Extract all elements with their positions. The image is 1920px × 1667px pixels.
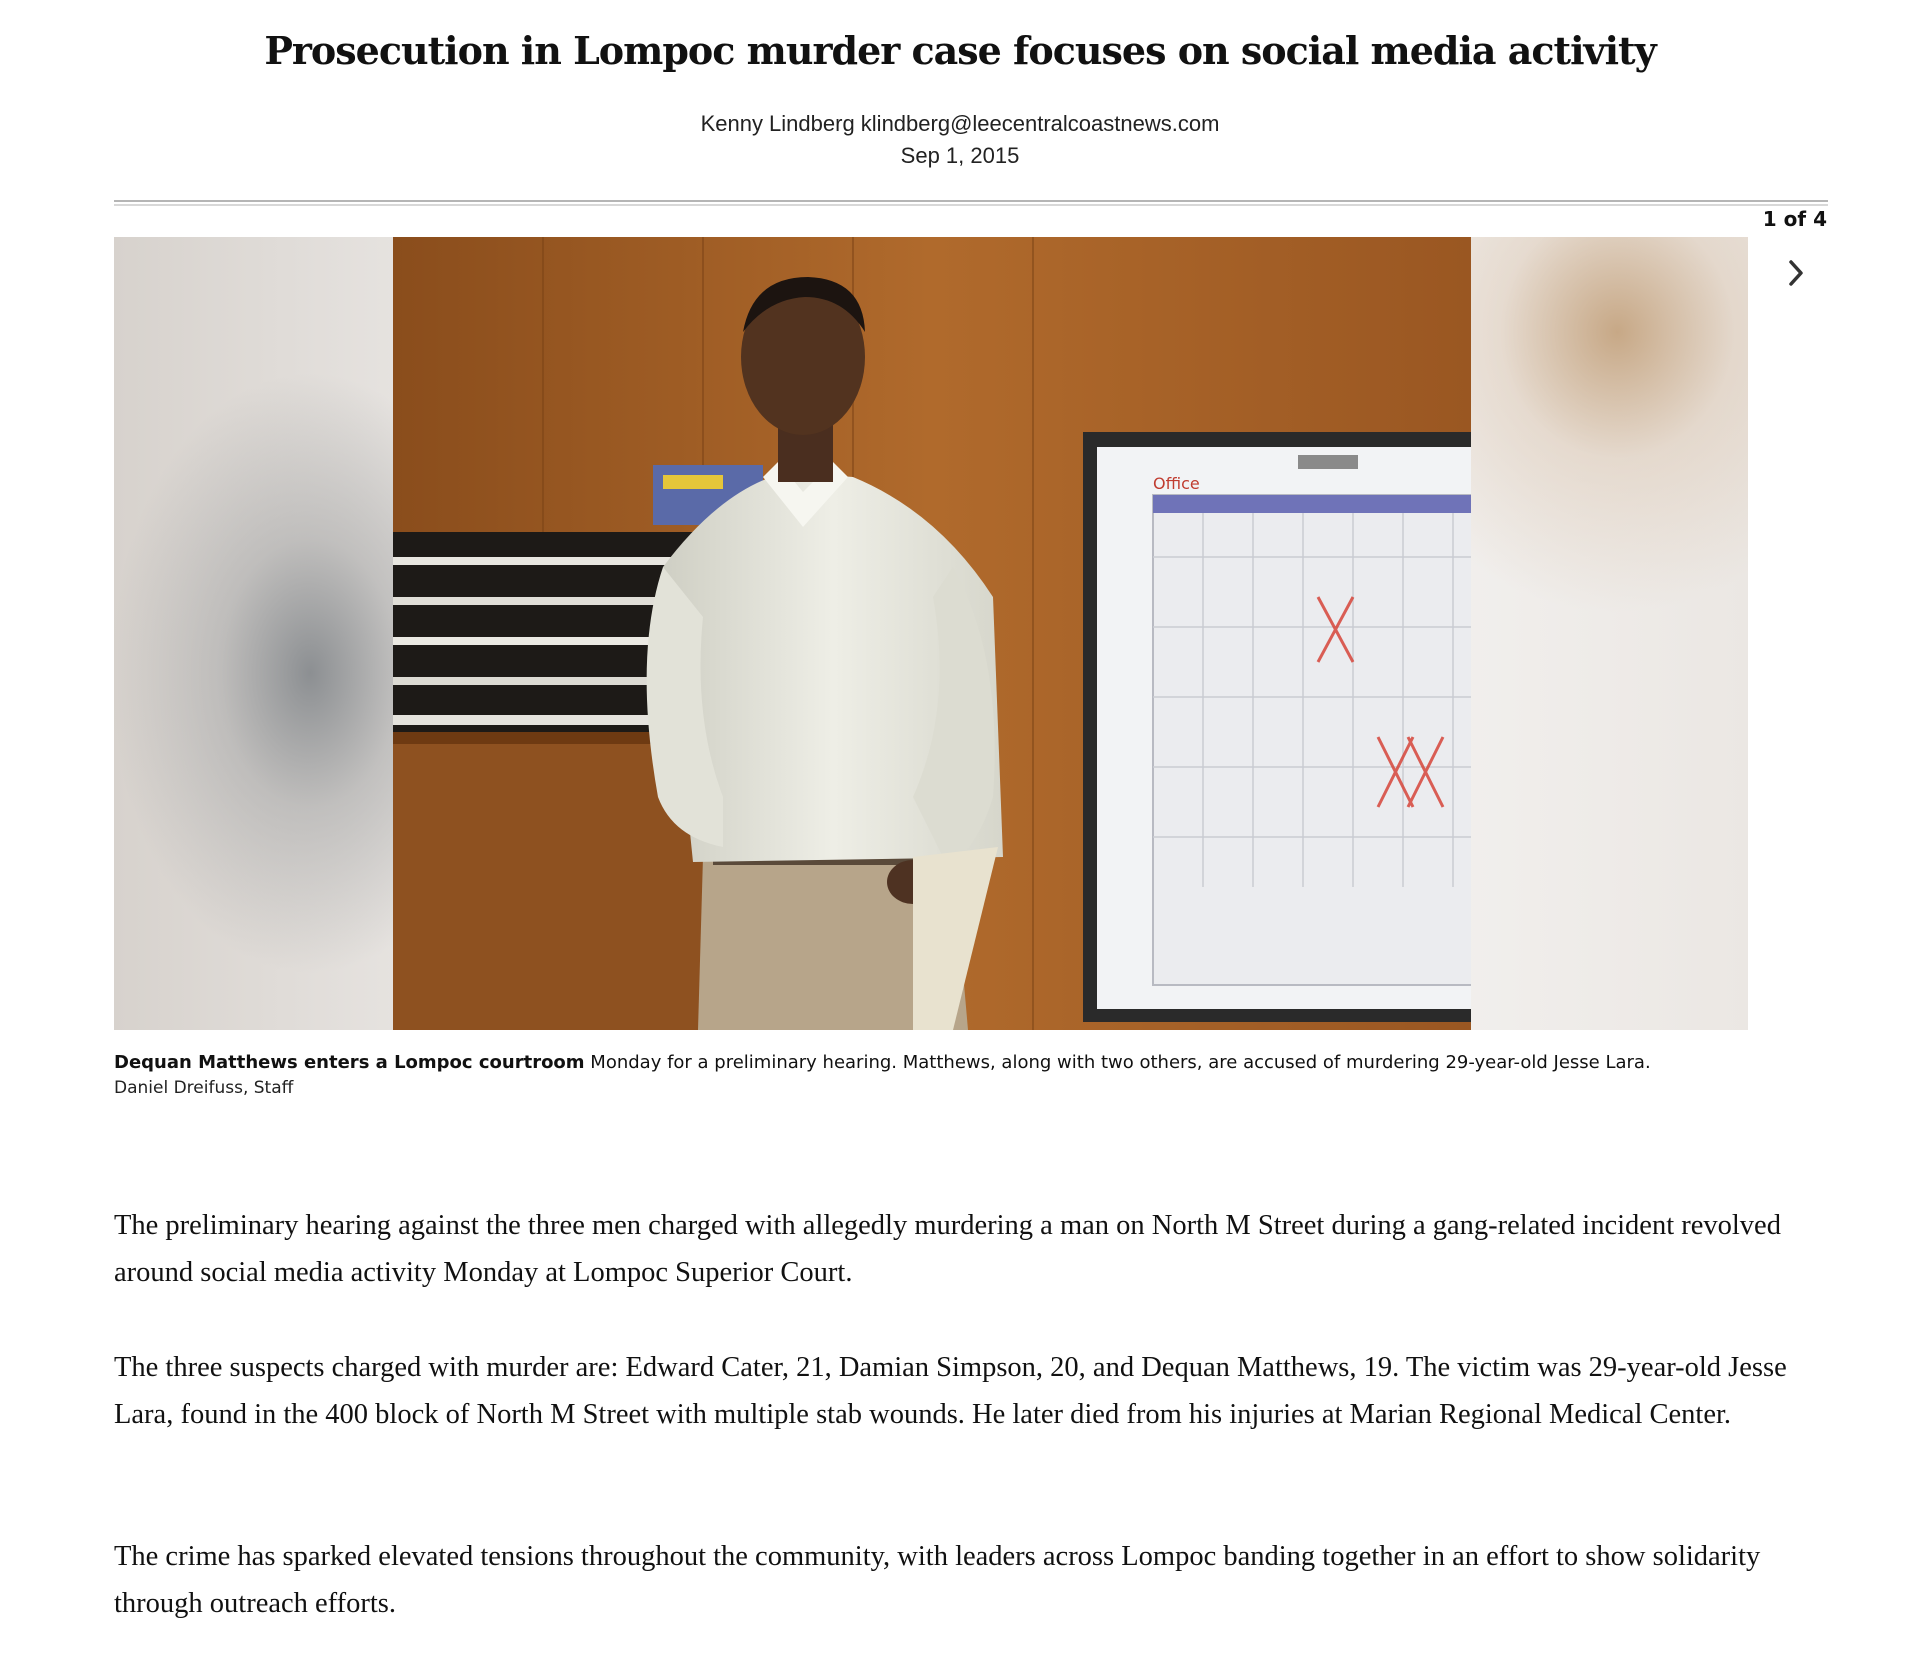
byline	[0, 108, 1920, 172]
chevron-right-icon	[1778, 256, 1812, 290]
gallery-next-button[interactable]	[1778, 256, 1812, 290]
publish-date: Sep 1, 2015	[900, 143, 1020, 168]
body-paragraph: The three suspects charged with murder are: Edward Cater, 21, Damian Simpson, 20, and Dequan Matthews, 19. The victim was 29-year-old Jesse Lara, found in the 400 block of North M Street with multiple stab wounds. He later died from his injuries at Marian Regional Medical Center.	[114, 1352, 1787, 1430]
caption-lead: Dequan Matthews enters a Lompoc courtroom	[114, 1052, 585, 1073]
article-headline: Prosecution in Lompoc murder case focuses on social media activity	[264, 28, 1656, 73]
whiteboard-label: Office	[1153, 474, 1200, 493]
gallery-counter: 1 of 4	[1762, 207, 1827, 231]
body-paragraph: The preliminary hearing against the three men charged with allegedly murdering a man on North M Street during a gang-related incident revolved around social media activity Monday at Lompoc Superior Court.	[114, 1210, 1781, 1288]
header-divider	[114, 200, 1828, 206]
courtroom-photo-illustration	[393, 237, 1471, 1030]
gallery-photo[interactable]	[393, 237, 1471, 1030]
photo-caption	[114, 1047, 1834, 1078]
body-paragraph: The crime has sparked elevated tensions throughout the community, with leaders across Lompoc banding together in an effort to show solidarity through outreach efforts.	[114, 1541, 1761, 1619]
caption-text: Monday for a preliminary hearing. Matthews, along with two others, are accused of murdering 29-year-old Jesse Lara.	[584, 1052, 1651, 1073]
photo-gallery[interactable]	[114, 237, 1748, 1030]
photo-credit: Daniel Dreifuss, Staff	[114, 1078, 294, 1098]
author-line[interactable]: Kenny Lindberg klindberg@leecentralcoastnews.com	[700, 111, 1220, 136]
